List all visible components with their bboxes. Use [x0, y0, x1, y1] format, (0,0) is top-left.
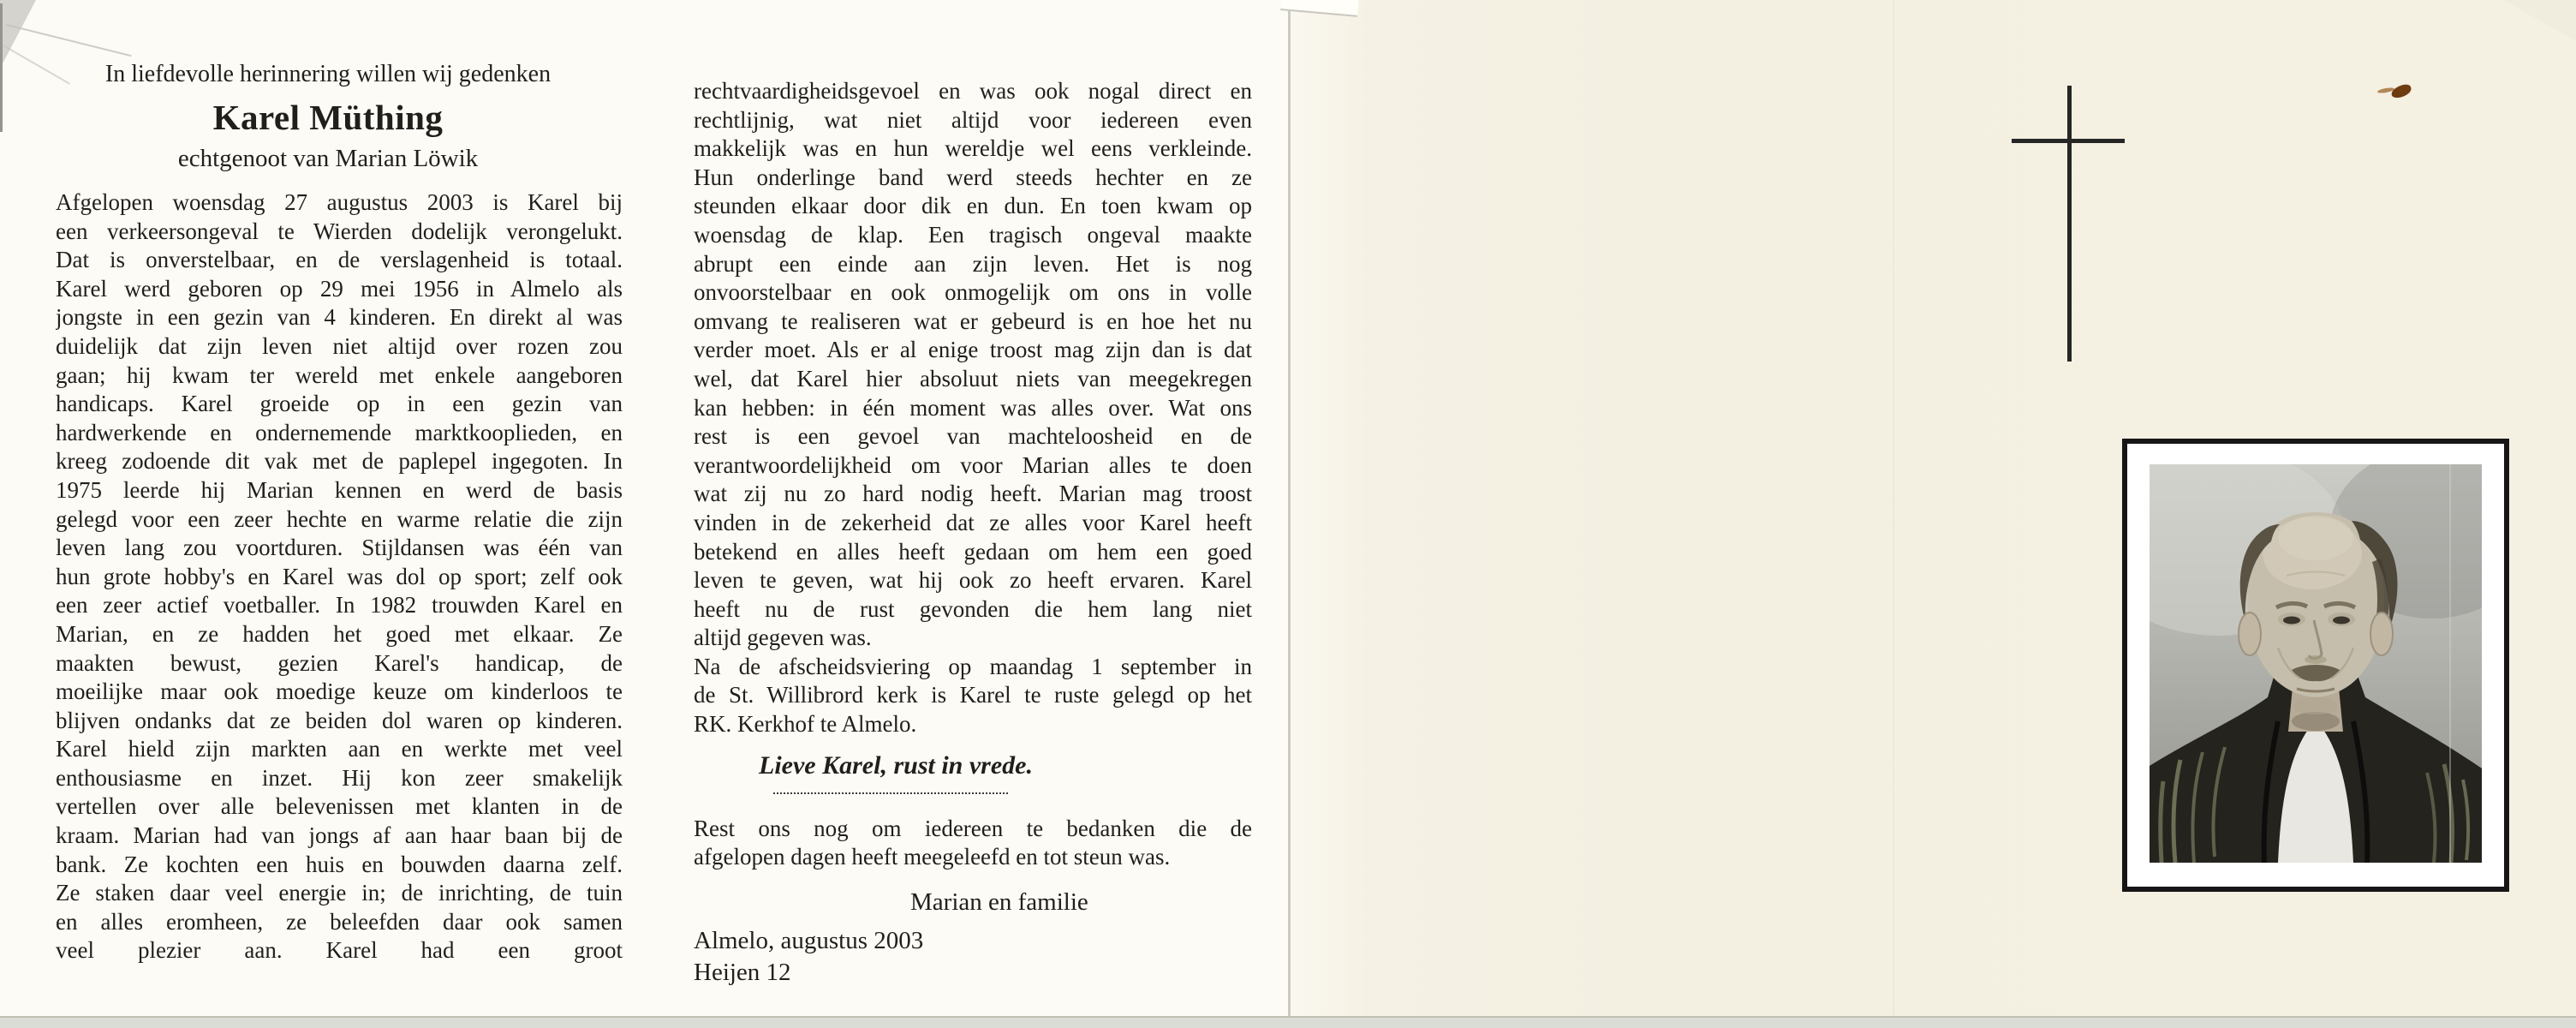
obituary-text-left	[56, 188, 623, 965]
text-line: veel plezier aan. Karel had een groot	[56, 937, 623, 964]
text-line: kan hebben: in één moment was alles over. Wat ons	[694, 394, 1252, 421]
text-line: duidelijk dat zijn leven niet altijd over rozen zou	[56, 332, 623, 359]
text-line: wel, dat Karel hier absoluut niets van meegekregen	[694, 365, 1252, 391]
card-fold-line	[1288, 0, 1291, 1028]
text-line: enthousiasme en inzet. Hij kon zeer smakelijk	[56, 764, 623, 791]
text-line: leven te geven, wat hij ook zo heeft ervaren. Karel	[694, 567, 1252, 594]
text-line: rechtvaardigheidsgevoel en was ook nogal direct en	[694, 78, 1252, 104]
text-line: een zeer actief voetballer. In 1982 trouwden Karel en	[56, 592, 623, 619]
text-line: hardwerkende en ondernemende marktkooplieden, en	[56, 419, 623, 445]
text-line: leven lang zou voortduren. Stijldansen was één van	[56, 535, 623, 561]
text-line: wat zij nu zo hard nodig heeft. Marian mag troost	[694, 481, 1252, 507]
text-line: omvang te realiseren wat er gebeurd is en hoe het nu	[694, 308, 1252, 334]
text-line: 1975 leerde hij Marian kennen en werd de basis	[56, 476, 623, 503]
text-line: Ze staken daar veel energie in; de inrichting, de tuin	[56, 880, 623, 906]
obituary-text-right	[694, 77, 1252, 739]
deceased-name: Karel Müthing	[212, 98, 444, 137]
text-line: gelegd voor een zeer hechte en warme relatie die zijn	[56, 505, 623, 532]
text-line: en alles eromheen, ze beleefden daar ook samen	[56, 908, 623, 935]
text-line: Afgelopen woensdag 27 augustus 2003 is Karel bij	[56, 189, 623, 215]
memorial-intro-line: In liefdevolle herinnering willen wij gedenken	[104, 61, 552, 87]
text-line: Marian, en ze hadden het goed met elkaar. Ze	[56, 620, 623, 647]
signature-line: Marian en familie	[910, 888, 1088, 916]
text-line: Hun onderlinge band werd steeds hechter en ze	[694, 164, 1252, 190]
text-line: een verkeersongeval te Wierden dodelijk verongelukt.	[56, 218, 623, 244]
text-line: steunden elkaar door dik en dun. En toen kwam op	[694, 193, 1252, 219]
text-line: blijven ondanks dat ze beiden dol waren op kinderen.	[56, 707, 623, 733]
text-line: rest is een gevoel van machteloosheid en de	[694, 423, 1252, 450]
right-text-column	[694, 62, 1252, 989]
dotted-separator	[773, 792, 1008, 794]
text-line: gaan; hij kwam ter wereld met enkele aangeboren	[56, 362, 623, 388]
cross-horizontal-bar	[2012, 139, 2125, 143]
page-crease-line	[1893, 0, 1894, 1028]
text-line: makkelijk was en hun wereldje wel eens verkleinde.	[694, 135, 1252, 162]
farewell-motto: Lieve Karel, rust in vrede.	[759, 750, 1033, 780]
portrait-photo	[2150, 464, 2482, 863]
text-line: hun grote hobby's en Karel was dol op sport; zelf ook	[56, 563, 623, 589]
text-line: Na de afscheidsviering op maandag 1 september in	[694, 653, 1252, 679]
text-line: RK. Kerkhof te Almelo.	[694, 711, 917, 738]
scan-left-edge-mark	[0, 3, 3, 132]
text-line: onvoorstelbaar en ook onmogelijk om ons in volle	[694, 279, 1252, 306]
cross-vertical-bar	[2067, 86, 2072, 362]
text-line: kraam. Marian had van jongs af aan haar baan bij de	[56, 822, 623, 849]
card-back-page	[1291, 0, 2576, 1028]
text-line: maakten bewust, gezien Karel's handicap, de	[56, 649, 623, 676]
address-line: Heijen 12	[694, 958, 791, 986]
text-line: Rest ons nog om iedereen te bedanken die de	[694, 815, 1252, 841]
text-line: verantwoordelijkheid om voor Marian alles te doen	[694, 451, 1252, 478]
portrait-frame	[2122, 439, 2509, 892]
text-line: Dat is onverstelbaar, en de verslagenheid is totaal.	[56, 247, 623, 273]
text-line: handicaps. Karel groeide op in een gezin van	[56, 391, 623, 417]
text-line: vinden in de zekerheid dat ze alles voor Karel heeft	[694, 509, 1252, 535]
text-line: altijd gegeven was.	[694, 625, 872, 651]
text-line: jongste in een gezin van 4 kinderen. En direkt al was	[56, 304, 623, 331]
place-date-line: Almelo, augustus 2003	[694, 926, 924, 954]
text-line: de St. Willibrord kerk is Karel te ruste gelegd op het	[694, 682, 1252, 708]
text-line: vertellen over alle belevenissen met klanten in de	[56, 793, 623, 820]
bent-corner-artifact	[0, 0, 36, 69]
text-line: bank. Ze kochten een huis en bouwden daarna zelf.	[56, 851, 623, 877]
text-line: Karel hield zijn markten aan en werkte met veel	[56, 736, 623, 762]
text-line: kreeg zodoende dit vak met de paplepel ingegoten. In	[56, 448, 623, 475]
corner-shade-artifact	[2503, 0, 2576, 41]
text-line: afgelopen dagen heeft meegeleefd en tot steun was.	[694, 844, 1171, 870]
text-line: verder moet. Als er al enige troost mag zijn dan is dat	[694, 337, 1252, 363]
thanks-text	[694, 815, 1252, 872]
left-text-column	[56, 60, 623, 965]
text-line: heeft nu de rust gevonden die hem lang niet	[694, 595, 1252, 622]
text-line: betekend en alles heeft gedaan om hem een goed	[694, 538, 1252, 565]
text-line: moeilijke maar ook moedige keuze om kinderloos te	[56, 678, 623, 705]
text-line: rechtlijnig, wat niet altijd voor iedereen even	[694, 106, 1252, 133]
spouse-line: echtgenoot van Marian Löwik	[177, 145, 479, 172]
text-line: woensdag de klap. Een tragisch ongeval maakte	[694, 221, 1252, 248]
text-line: Karel werd geboren op 29 mei 1956 in Almelo als	[56, 275, 623, 302]
text-line: abrupt een einde aan zijn leven. Het is nog	[694, 250, 1252, 277]
scan-bottom-edge	[0, 1016, 2576, 1028]
